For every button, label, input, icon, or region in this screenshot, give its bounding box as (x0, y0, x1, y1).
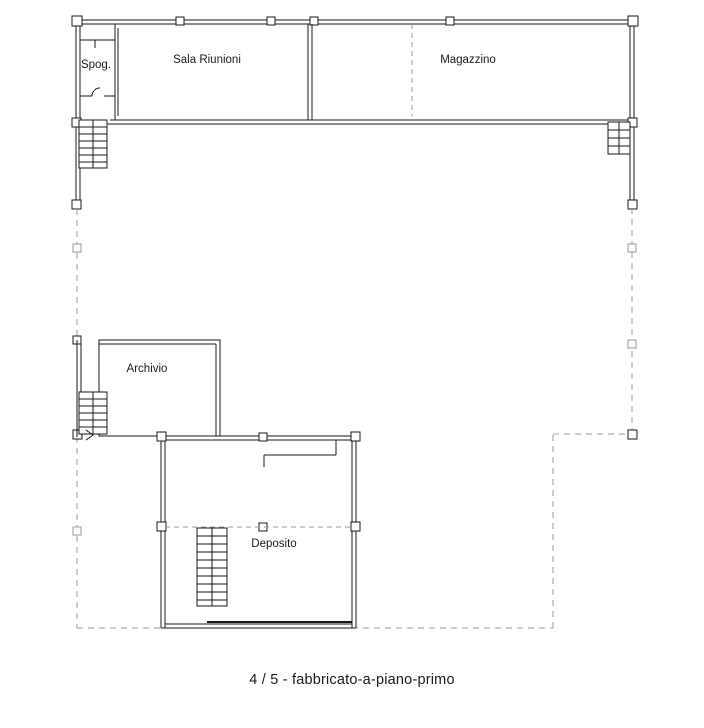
page-caption: 4 / 5 - fabbricato-a-piano-primo (249, 672, 455, 688)
room-label-sala-riunioni: Sala Riunioni (173, 54, 241, 66)
room-label-deposito: Deposito (251, 538, 297, 550)
room-labels-layer (81, 54, 496, 550)
walls-layer (72, 16, 638, 628)
room-label-magazzino: Magazzino (440, 54, 496, 66)
room-label-archivio: Archivio (126, 363, 168, 375)
room-label-spog: Spog. (80, 59, 112, 71)
